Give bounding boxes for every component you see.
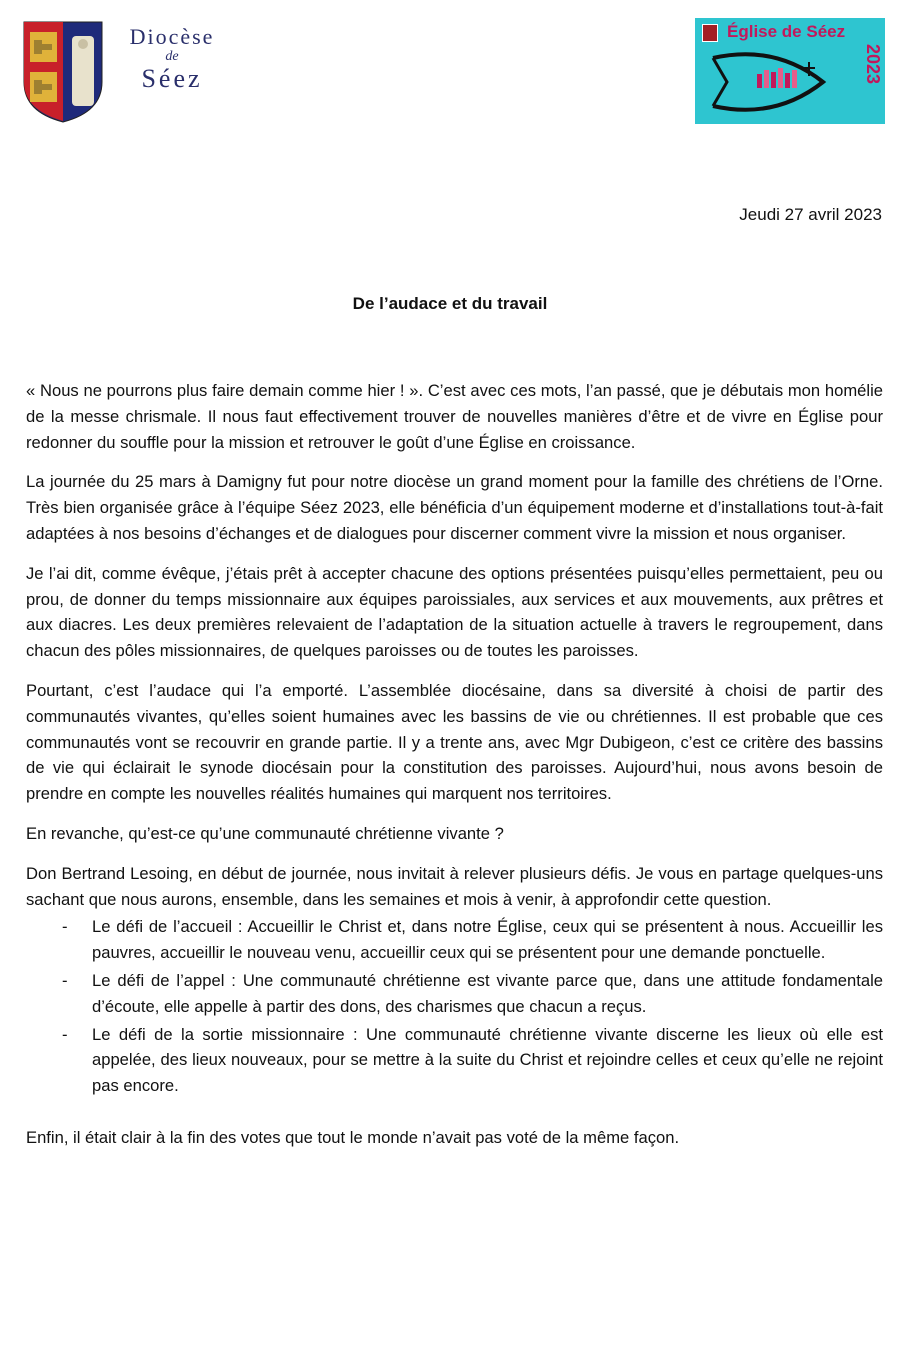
mini-crest-icon — [702, 24, 718, 42]
bullet-marker: - — [62, 917, 68, 937]
closing-paragraph: Enfin, il était clair à la fin des votes que tout le monde n’avait pas voté de la même façon. — [26, 1127, 680, 1147]
paragraph: « Nous ne pourrons plus faire demain comme hier ! ». C’est avec ces mots, l’an passé, que je débutais mon homélie de la messe chrismale. Il nous faut effectivement trouver de nouvelles manières d’être et de vivre en Église pour redonner du souffle pour la mission et retrouver le goût d’une Église en croissance. — [26, 381, 883, 452]
list-item-text: Le défi de l’appel : Une communauté chrétienne est vivante parce que, dans une attitude fondamentale d’écoute, elle appelle à partir des dons, des charismes que chacun a reçus. — [92, 970, 883, 1016]
paragraph: Pourtant, c’est l’audace qui l’a emporté. L’assemblée diocésaine, dans sa diversité à choisi de partir des communautés vivantes, qu’elles soient humaines avec les bassins de vie ou chrétiennes. Il est probable que ces communautés vont se recouvrir en grande partie. Il y a trente ans, avec Mgr Dubigeon, c’est ce critère des bassins de vie qui éclairait le synode diocésain pour la constitution des paroisses. Aujourd’hui, nous avons besoin de prendre en compte les nouvelles réalités humaines qui marquent nos territoires. — [26, 680, 883, 804]
list-item-text: Le défi de la sortie missionnaire : Une communauté chrétienne vivante discerne les lieux où elle est appelée, des lieux nouveaux, pour se mettre à la suite du Christ et rejoindre celles et ceux qu’elle ne rejoint pas encore. — [92, 1024, 883, 1096]
challenges-list — [26, 914, 883, 1099]
diocese-name-logo — [112, 26, 232, 92]
list-item — [26, 1022, 883, 1099]
list-item — [26, 914, 883, 966]
paragraph: Don Bertrand Lesoing, en début de journée, nous invitait à relever plusieurs défis. Je vous en partage quelques-uns sachant que nous aurons, ensemble, dans les semaines et mois à venir, à approfondir cette question. — [26, 863, 883, 909]
document-body — [26, 378, 883, 1165]
paragraph: La journée du 25 mars à Damigny fut pour notre diocèse un grand moment pour la famille des chrétiens de l’Orne. Très bien organisée grâce à l’équipe Séez 2023, elle bénéficia d’un équipement moderne et d’installations tout-à-fait adaptées à nos besoins d’échanges et de dialogues pour discerner comment vivre la mission et nous organiser. — [26, 472, 883, 543]
bullet-marker: - — [62, 1024, 68, 1044]
list-item-text: Le défi de l’accueil : Accueillir le Christ et, dans notre Église, ceux qui se présentent à nous. Accueillir les pauvres, accueillir le nouveau venu, accueillir ceux qui se présentent pour une demande ponctuelle. — [92, 917, 883, 963]
document-title: De l’audace et du travail — [352, 294, 548, 313]
list-item — [26, 968, 883, 1020]
logo-title: Église de Séez — [727, 22, 846, 41]
eglise-de-seez-logo — [695, 18, 885, 124]
bullet-marker: - — [62, 970, 68, 990]
logo-line-3: Séez — [141, 64, 203, 93]
logo-line-1: Diocèse — [129, 24, 215, 49]
letter-date: Jeudi 27 avril 2023 — [739, 205, 882, 224]
letterhead — [0, 0, 900, 140]
fish-icon — [705, 48, 855, 116]
paragraph-question: En revanche, qu’est-ce qu’une communauté chrétienne vivante ? — [26, 823, 504, 843]
logo-year: 2023 — [863, 44, 883, 85]
paragraph: Je l’ai dit, comme évêque, j’étais prêt à accepter chacune des options présentées puisqu’elles permettaient, peu ou prou, de donner du temps missionnaire aux équipes paroissiales, aux services et aux mouvements, aux prêtres et aux diacres. Les deux premières relevaient de l’adaptation de la situation actuelle à travers le regroupement, dans chacun des pôles missionnaires, de quelques paroisses ou de toutes les paroisses. — [26, 563, 883, 661]
diocese-shield-logo — [22, 20, 104, 124]
logo-line-2: de — [165, 49, 179, 64]
